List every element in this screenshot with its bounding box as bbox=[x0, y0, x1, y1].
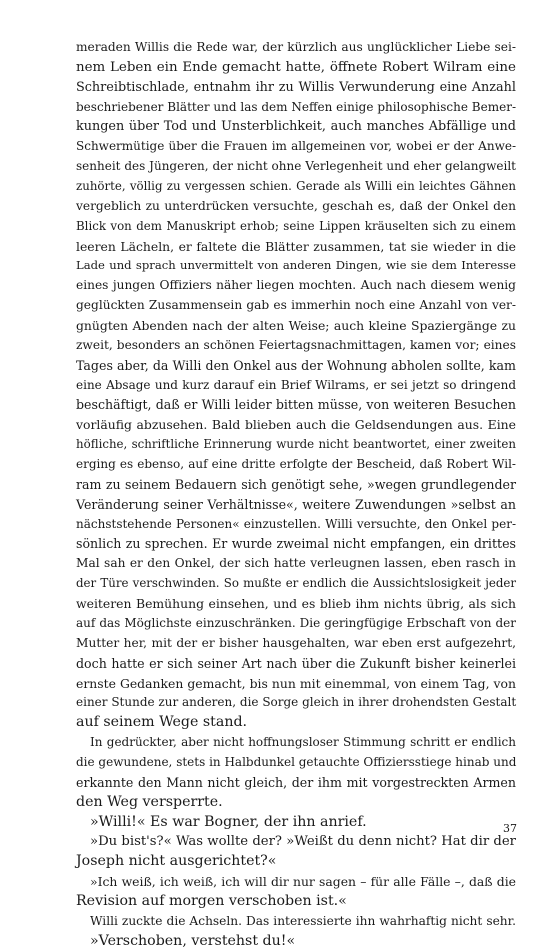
text-line: höfliche, schriftliche Erinnerung wurde nicht beantwortet, einer zweiten bbox=[76, 437, 516, 452]
text-line: der Türe verschwinden. So mußte er endlich die Aussichtslosigkeit jeder bbox=[76, 576, 516, 591]
page-number: 37 bbox=[503, 822, 517, 835]
text-line: Schreibtischlade, entnahm ihr zu Willis Verwunderung eine Anzahl bbox=[76, 79, 516, 95]
text-line: auf das Möglichste einzuschränken. Die geringfügige Erbschaft von der bbox=[76, 615, 516, 630]
text-line: sönlich zu sprechen. Er wurde zweimal nicht empfangen, ein drittes bbox=[76, 536, 516, 552]
text-line: auf seinem Wege stand. bbox=[76, 714, 248, 731]
text-line: Revision auf morgen verschoben ist.« bbox=[76, 892, 347, 909]
text-line: »Ich weiß, ich weiß, ich will dir nur sagen – für alle Fälle –, daß die bbox=[90, 874, 516, 890]
text-line: beschäftigt, daß er Willi leider bitten müsse, von weiteren Besuchen bbox=[76, 397, 516, 413]
text-line: Mal sah er den Onkel, der sich hatte verleugnen lassen, eben rasch in bbox=[76, 556, 516, 571]
text-line: erkannte den Mann nicht gleich, der ihm mit vorgestreckten Armen bbox=[76, 774, 516, 790]
text-line: den Weg versperrte. bbox=[76, 793, 223, 810]
text-line: »Du bist's?« Was wollte der? »Weißt du denn nicht? Hat dir der bbox=[90, 834, 516, 850]
text-line: vorläufig abzusehen. Bald blieben auch die Geldsendungen aus. Eine bbox=[76, 417, 516, 433]
text-line: nem Leben ein Ende gemacht hatte, öffnete Robert Wilram eine bbox=[76, 59, 516, 75]
text-line: Schwermütige über die Frauen im allgemeinen vor, wobei er der Anwe- bbox=[76, 139, 516, 154]
text-line: Blick von dem Manuskript erhob; seine Lippen kräuselten sich zu einem bbox=[76, 218, 516, 233]
text-line: eine Absage und kurz darauf ein Brief Wilrams, er sei jetzt so dringend bbox=[76, 377, 516, 392]
text-line: ram zu seinem Bedauern sich genötigt sehe, »wegen grundlegender bbox=[76, 476, 516, 492]
text-line: »Willi!« Es war Bogner, der ihn anrief. bbox=[90, 813, 367, 830]
text-line: nächststehende Personen« einzustellen. Willi versuchte, den Onkel per- bbox=[76, 516, 516, 531]
text-line: weiteren Bemühung einsehen, und es blieb ihm nichts übrig, als sich bbox=[76, 596, 516, 612]
text-line: beschriebener Blätter und las dem Neffen einige philosophische Bemer- bbox=[76, 99, 516, 114]
text-line: Veränderung seiner Verhältnisse«, weitere Zuwendungen »selbst an bbox=[76, 496, 516, 512]
text-line: zweit, besonders an schönen Feiertagsnachmittagen, kamen vor; eines bbox=[76, 337, 516, 352]
text-line: ernste Gedanken gemacht, bis nun mit einemmal, von einem Tag, von bbox=[76, 675, 516, 691]
text-line: vergeblich zu unterdrücken versuchte, geschah es, daß der Onkel den bbox=[76, 198, 516, 213]
text-line: die gewundene, stets in Halbdunkel getauchte Offiziersstiege hinab und bbox=[76, 754, 517, 769]
text-line: In gedrückter, aber nicht hoffnungsloser Stimmung schritt er endlich bbox=[90, 735, 516, 750]
text-line: geglückten Zusammensein gab es immerhin noch eine Anzahl von ver- bbox=[76, 298, 516, 313]
text-line: zuhörte, völlig zu vergessen schien. Gerade als Willi ein leichtes Gähnen bbox=[76, 179, 516, 194]
text-line: einer Stunde zur anderen, die Sorge gleich in ihrer drohendsten Gestalt bbox=[76, 695, 517, 710]
text-line: Joseph nicht ausgerichtet?« bbox=[76, 853, 277, 870]
text-line: gnügten Abenden nach der alten Weise; auch kleine Spaziergänge zu bbox=[76, 318, 516, 334]
text-line: »Verschoben, verstehst du!« bbox=[90, 932, 296, 949]
text-line: Lade und sprach unvermittelt von anderen Dingen, wie sie dem Interesse bbox=[76, 258, 516, 273]
text-line: Willi zuckte die Achseln. Das interessierte ihn wahrhaftig nicht sehr. bbox=[90, 913, 516, 928]
text-line: meraden Willis die Rede war, der kürzlich aus unglücklicher Liebe sei- bbox=[76, 40, 516, 54]
text-line: senheit des Jüngeren, der nicht ohne Verlegenheit und eher gelangweilt bbox=[76, 159, 516, 174]
text-line: erging es ebenso, auf eine dritte erfolgte der Bescheid, daß Robert Wil- bbox=[76, 457, 516, 472]
page-text bbox=[76, 38, 516, 952]
text-line: eines jungen Offiziers näher liegen mochten. Auch nach diesem wenig bbox=[76, 278, 516, 293]
text-line: Tages aber, da Willi den Onkel aus der Wohnung abholen sollte, kam bbox=[76, 357, 516, 373]
text-line: doch hatte er sich seiner Art nach über die Zukunft bisher keinerlei bbox=[76, 655, 516, 671]
text-line: kungen über Tod und Unsterblichkeit, auch manches Abfällige und bbox=[76, 119, 516, 135]
text-line: Mutter her, mit der er bisher hausgehalten, war eben erst aufgezehrt, bbox=[76, 635, 516, 650]
text-line: leeren Lächeln, er faltete die Blätter zusammen, tat sie wieder in die bbox=[76, 238, 516, 254]
